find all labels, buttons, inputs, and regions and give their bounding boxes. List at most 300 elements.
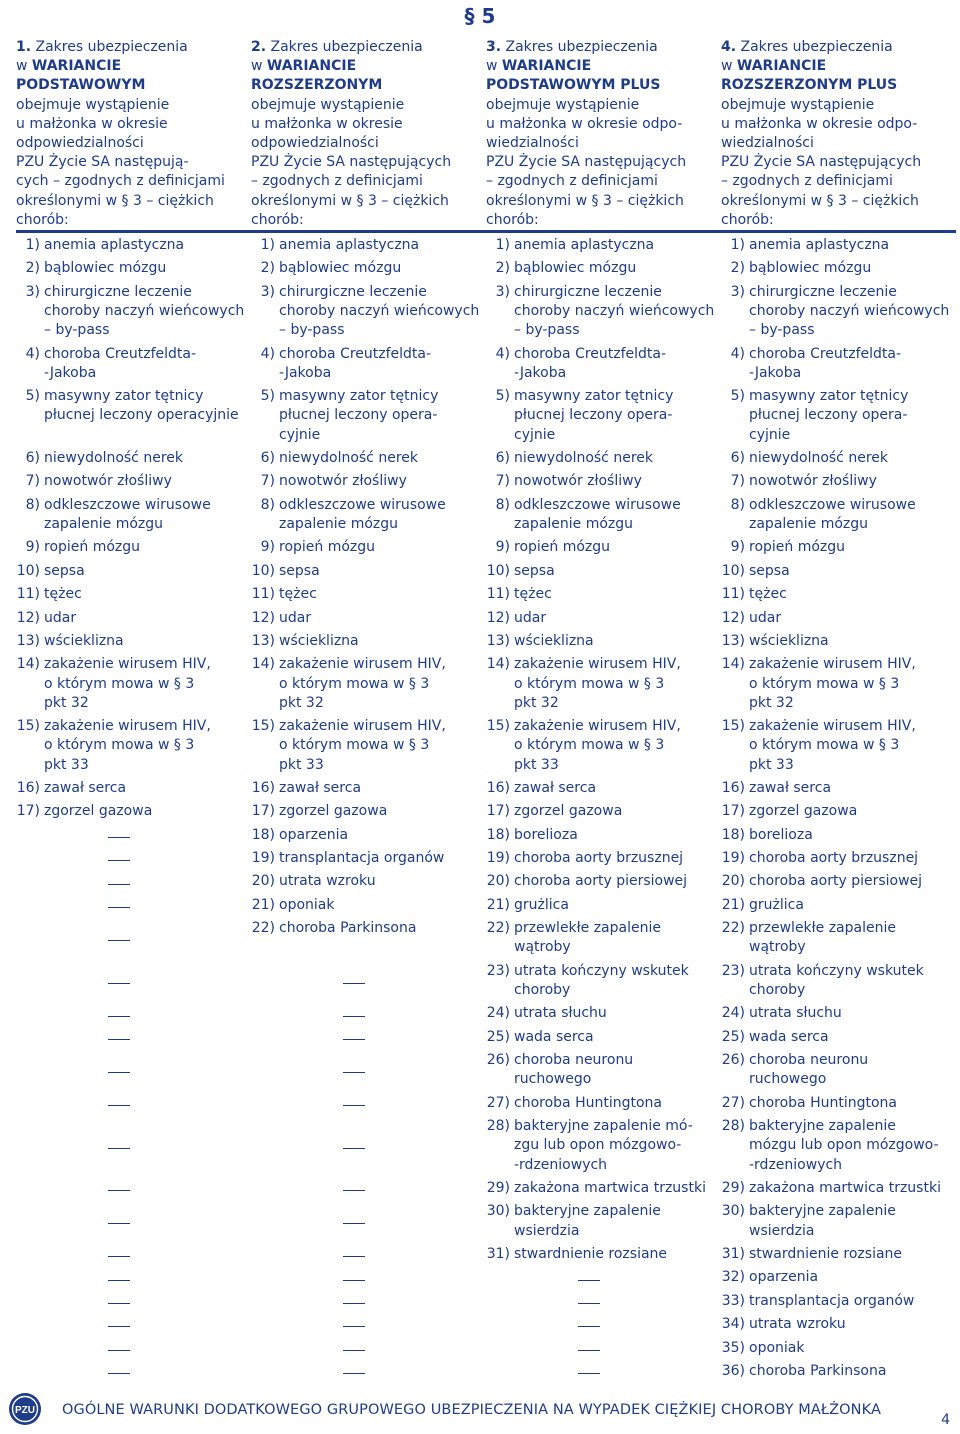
not-covered-dash xyxy=(16,1362,251,1385)
item-number: 19) xyxy=(251,850,275,867)
disease-item xyxy=(721,1117,956,1179)
header-line: Zakres ubezpieczenia xyxy=(35,39,188,55)
item-number: 8) xyxy=(495,496,510,513)
disease-item xyxy=(486,283,721,345)
header-line: obejmuje wystąpienie xyxy=(486,96,640,113)
item-text-line: choroba neuronu xyxy=(749,1052,869,1069)
item-number: 20) xyxy=(486,873,510,890)
item-text xyxy=(749,1315,956,1338)
header-line: chorób: xyxy=(16,211,69,228)
item-text xyxy=(749,1245,956,1268)
not-covered-dash xyxy=(16,872,251,895)
item-text-line: -Jakoba xyxy=(749,364,802,381)
not-covered-dash xyxy=(251,1179,486,1202)
item-text-line: stwardnienie rozsiane xyxy=(749,1245,903,1262)
item-number: 2) xyxy=(260,260,275,277)
disease-item xyxy=(486,717,721,779)
header-line: chorób: xyxy=(721,211,774,228)
disease-item xyxy=(721,826,956,849)
item-number: 20) xyxy=(721,873,745,890)
variant-header xyxy=(251,38,486,233)
item-text-line: zapalenie mózgu xyxy=(749,515,869,532)
item-text-line: choroby naczyń wieńcowych xyxy=(279,302,480,319)
item-text-line: nowotwór złośliwy xyxy=(279,473,407,490)
variant-name: ROZSZERZONYM xyxy=(251,77,383,94)
item-number: 23) xyxy=(486,962,510,979)
item-number: 4) xyxy=(260,345,275,362)
item-number: 29) xyxy=(486,1179,510,1196)
not-covered-dash xyxy=(16,849,251,872)
item-number: 4) xyxy=(730,345,745,362)
disease-item xyxy=(16,779,251,802)
item-number: 33) xyxy=(721,1292,745,1309)
item-text-line: zawał serca xyxy=(514,779,597,796)
disease-item xyxy=(486,562,721,585)
item-text-line: utrata kończyny wskutek xyxy=(514,962,689,979)
disease-item xyxy=(16,345,251,388)
item-text xyxy=(44,387,251,449)
item-text xyxy=(514,717,721,779)
item-text-line: o którym mowa w § 3 xyxy=(749,737,900,754)
header-line: obejmuje wystąpienie xyxy=(251,96,405,113)
item-text xyxy=(749,1051,956,1094)
header-line: – zgodnych z definicjami xyxy=(251,173,423,190)
item-number: 35) xyxy=(721,1339,745,1356)
item-text-line: zakażenie wirusem HIV, xyxy=(514,656,681,673)
item-text-line: zgorzel gazowa xyxy=(44,803,153,820)
item-text-line: bakteryjne zapalenie xyxy=(749,1203,896,1220)
item-text xyxy=(279,849,486,872)
item-number: 24) xyxy=(721,1005,745,1022)
item-number: 16) xyxy=(721,779,745,796)
header-line: chorób: xyxy=(486,211,539,228)
item-text xyxy=(514,236,721,259)
variant-name: PODSTAWOWYM xyxy=(16,77,146,94)
item-text-line: – by-pass xyxy=(749,322,815,339)
item-text-line: wsierdzia xyxy=(749,1222,815,1239)
item-text-line: ropień mózgu xyxy=(279,539,376,556)
item-text xyxy=(749,802,956,825)
variant-header xyxy=(721,38,956,233)
item-number: 20) xyxy=(251,873,275,890)
item-text-line: utrata kończyny wskutek xyxy=(749,962,924,979)
item-text xyxy=(514,562,721,585)
item-text xyxy=(514,345,721,388)
item-text xyxy=(279,632,486,655)
item-text-line: choroba Parkinsona xyxy=(279,920,417,937)
variant-column-1 xyxy=(16,38,251,1385)
item-text-line: udar xyxy=(279,609,312,626)
item-text-line: bakteryjne zapalenie xyxy=(749,1118,896,1135)
item-text-line: utrata wzroku xyxy=(749,1316,846,1333)
disease-item xyxy=(721,585,956,608)
item-number: 8) xyxy=(260,496,275,513)
item-text-line: cyjnie xyxy=(279,426,321,443)
item-text xyxy=(279,562,486,585)
item-number: 29) xyxy=(721,1179,745,1196)
header-line: PZU Życie SA następujących xyxy=(251,154,452,171)
not-covered-dash xyxy=(16,1094,251,1117)
item-text xyxy=(514,496,721,539)
item-text-line: o którym mowa w § 3 xyxy=(514,737,665,754)
item-text xyxy=(279,655,486,717)
item-number: 10) xyxy=(16,562,40,579)
item-text-line: pkt 32 xyxy=(514,694,559,711)
item-text-line: choroba Huntingtona xyxy=(749,1094,897,1111)
item-text-line: pkt 33 xyxy=(279,756,324,773)
item-number: 13) xyxy=(721,632,745,649)
item-number: 16) xyxy=(251,779,275,796)
header-line: – zgodnych z definicjami xyxy=(721,173,893,190)
disease-item xyxy=(486,449,721,472)
item-text-line: odkleszczowe wirusowe xyxy=(44,496,211,513)
header-line: – zgodnych z definicjami xyxy=(486,173,658,190)
header-line: odpowiedzialności xyxy=(251,135,379,152)
item-number: 13) xyxy=(251,632,275,649)
header-line: cych – zgodnych z definicjami xyxy=(16,173,225,190)
item-text xyxy=(749,1202,956,1245)
header-line: u małżonka w okresie xyxy=(16,115,168,132)
not-covered-dash xyxy=(251,1117,486,1179)
item-text xyxy=(514,1051,721,1094)
disease-item xyxy=(721,609,956,632)
not-covered-dash xyxy=(16,1004,251,1027)
item-text xyxy=(279,236,486,259)
item-text-line: zakażenie wirusem HIV, xyxy=(279,656,446,673)
disease-item xyxy=(486,345,721,388)
disease-item xyxy=(251,872,486,895)
item-number: 5) xyxy=(25,388,40,405)
variant-column-2 xyxy=(251,38,486,1385)
header-line: w xyxy=(721,58,737,75)
item-text xyxy=(514,849,721,872)
item-number: 10) xyxy=(486,562,510,579)
item-text xyxy=(279,538,486,561)
item-number: 11) xyxy=(486,586,510,603)
item-text-line: tężec xyxy=(279,586,317,603)
item-text xyxy=(279,449,486,472)
item-text-line: bąblowiec mózgu xyxy=(279,260,402,277)
item-number: 31) xyxy=(721,1245,745,1262)
item-number: 21) xyxy=(251,896,275,913)
item-text xyxy=(44,345,251,388)
disease-item xyxy=(486,872,721,895)
disease-item xyxy=(251,387,486,449)
disease-item xyxy=(16,472,251,495)
item-number: 17) xyxy=(16,803,40,820)
item-text xyxy=(44,609,251,632)
disease-item xyxy=(251,562,486,585)
item-text-line: choroba Creutzfeldta- xyxy=(749,345,902,362)
item-number: 5) xyxy=(495,388,510,405)
item-text-line: o którym mowa w § 3 xyxy=(44,737,195,754)
disease-item xyxy=(251,896,486,919)
item-text-line: transplantacja organów xyxy=(749,1292,915,1309)
item-number: 17) xyxy=(721,803,745,820)
disease-item xyxy=(721,1094,956,1117)
item-text-line: pkt 32 xyxy=(44,694,89,711)
variant-number: 3. xyxy=(486,39,502,55)
item-number: 6) xyxy=(495,449,510,466)
item-text-line: odkleszczowe wirusowe xyxy=(514,496,681,513)
disease-item xyxy=(486,1179,721,1202)
header-line: określonymi w § 3 – ciężkich xyxy=(251,192,449,209)
item-number: 1) xyxy=(260,237,275,253)
item-text-line: płucnej leczony opera- xyxy=(749,407,908,424)
item-text-line: ropień mózgu xyxy=(514,539,611,556)
coverage-table xyxy=(16,38,956,1385)
header-line: określonymi w § 3 – ciężkich xyxy=(486,192,684,209)
disease-item xyxy=(486,1094,721,1117)
item-number: 15) xyxy=(16,718,40,735)
item-number: 25) xyxy=(721,1028,745,1045)
item-text xyxy=(514,872,721,895)
item-text xyxy=(279,387,486,449)
item-text-line: stwardnienie rozsiane xyxy=(514,1245,668,1262)
item-number: 14) xyxy=(486,656,510,673)
disease-item xyxy=(721,1362,956,1385)
disease-item xyxy=(16,585,251,608)
item-number: 2) xyxy=(25,260,40,277)
item-text-line: choroba aorty piersiowej xyxy=(514,873,688,890)
not-covered-dash xyxy=(251,1004,486,1027)
disease-item xyxy=(721,632,956,655)
disease-item xyxy=(251,919,486,962)
item-text xyxy=(749,1028,956,1051)
disease-item xyxy=(251,849,486,872)
item-number: 4) xyxy=(25,345,40,362)
disease-item xyxy=(16,283,251,345)
item-number: 9) xyxy=(730,539,745,556)
item-text xyxy=(279,472,486,495)
not-covered-dash xyxy=(486,1292,721,1315)
item-number: 11) xyxy=(721,586,745,603)
item-text-line: cyjnie xyxy=(749,426,791,443)
disease-item xyxy=(721,1245,956,1268)
item-text-line: bakteryjne zapalenie xyxy=(514,1203,661,1220)
variant-header xyxy=(16,38,251,233)
item-text xyxy=(749,872,956,895)
item-number: 15) xyxy=(251,718,275,735)
item-text-line: udar xyxy=(749,609,782,626)
disease-item xyxy=(486,849,721,872)
item-text-line: przewlekłe zapalenie xyxy=(749,920,896,937)
item-text-line: pkt 33 xyxy=(514,756,559,773)
item-number: 16) xyxy=(486,779,510,796)
item-text-line: zawał serca xyxy=(44,779,127,796)
item-text xyxy=(749,1179,956,1202)
disease-item xyxy=(486,538,721,561)
item-text-line: -Jakoba xyxy=(514,364,567,381)
disease-item xyxy=(721,779,956,802)
item-text-line: oponiak xyxy=(279,896,335,913)
disease-item xyxy=(721,1051,956,1094)
variant-number: 2. xyxy=(251,39,267,55)
disease-item xyxy=(251,449,486,472)
disease-item xyxy=(721,1028,956,1051)
item-text-line: -rdzeniowych xyxy=(749,1156,843,1173)
disease-item xyxy=(486,1202,721,1245)
item-text-line: odkleszczowe wirusowe xyxy=(749,496,916,513)
disease-item xyxy=(721,259,956,282)
disease-item xyxy=(16,655,251,717)
item-number: 18) xyxy=(486,826,510,843)
header-line: PZU Życie SA następujących xyxy=(721,154,922,171)
item-text-line: o którym mowa w § 3 xyxy=(44,675,195,692)
not-covered-dash xyxy=(16,919,251,962)
item-text-line: o którym mowa w § 3 xyxy=(514,675,665,692)
item-number: 34) xyxy=(721,1316,745,1333)
disease-item xyxy=(721,802,956,825)
disease-item xyxy=(16,449,251,472)
item-text-line: utrata słuchu xyxy=(749,1005,842,1022)
item-text xyxy=(749,538,956,561)
item-text xyxy=(514,1202,721,1245)
item-text xyxy=(514,1117,721,1179)
item-number: 5) xyxy=(260,388,275,405)
item-number: 23) xyxy=(721,962,745,979)
item-number: 9) xyxy=(25,539,40,556)
header-line: chorób: xyxy=(251,211,304,228)
item-text-line: – by-pass xyxy=(279,322,345,339)
item-number: 1) xyxy=(25,237,40,253)
item-text xyxy=(44,632,251,655)
item-text-line: zakażenie wirusem HIV, xyxy=(279,718,446,735)
header-line: PZU Życie SA następujących xyxy=(486,154,687,171)
item-text-line: płucnej leczony opera- xyxy=(279,407,438,424)
not-covered-dash xyxy=(16,896,251,919)
item-text-line: ruchowego xyxy=(514,1071,592,1088)
item-text-line: wątroby xyxy=(749,939,806,956)
item-number: 7) xyxy=(260,473,275,490)
item-text-line: masywny zator tętnicy xyxy=(279,388,439,405)
disease-item xyxy=(721,283,956,345)
header-line: wiedzialności xyxy=(721,135,814,152)
disease-item xyxy=(721,655,956,717)
item-text-line: zakażenie wirusem HIV, xyxy=(749,656,916,673)
disease-item xyxy=(486,1117,721,1179)
disease-item xyxy=(721,962,956,1005)
disease-item xyxy=(721,345,956,388)
header-line: obejmuje wystąpienie xyxy=(16,96,170,113)
item-number: 10) xyxy=(251,562,275,579)
item-text xyxy=(749,387,956,449)
not-covered-dash xyxy=(486,1315,721,1338)
item-text xyxy=(514,919,721,962)
header-line: w xyxy=(16,58,32,75)
disease-item xyxy=(16,387,251,449)
disease-item xyxy=(16,538,251,561)
disease-item xyxy=(251,585,486,608)
item-number: 13) xyxy=(486,632,510,649)
item-text-line: masywny zator tętnicy xyxy=(44,388,204,405)
item-text-line: zakażenie wirusem HIV, xyxy=(514,718,681,735)
disease-item xyxy=(486,632,721,655)
item-number: 22) xyxy=(721,920,745,937)
item-text-line: choroby xyxy=(749,982,806,999)
not-covered-dash xyxy=(251,1315,486,1338)
disease-item xyxy=(16,236,251,259)
item-text-line: zgorzel gazowa xyxy=(749,803,858,820)
disease-item xyxy=(486,826,721,849)
item-number: 11) xyxy=(251,586,275,603)
item-text-line: anemia aplastyczna xyxy=(44,237,185,253)
item-text xyxy=(514,1004,721,1027)
item-number: 1) xyxy=(730,237,745,253)
disease-item xyxy=(721,1179,956,1202)
item-number: 17) xyxy=(251,803,275,820)
item-text-line: sepsa xyxy=(749,562,790,579)
disease-item xyxy=(251,259,486,282)
item-number: 27) xyxy=(721,1094,745,1111)
item-text-line: oparzenia xyxy=(749,1269,819,1286)
item-number: 22) xyxy=(486,920,510,937)
item-number: 14) xyxy=(251,656,275,673)
not-covered-dash xyxy=(16,1117,251,1179)
item-text xyxy=(514,387,721,449)
item-text-line: pkt 33 xyxy=(749,756,794,773)
item-text-line: ropień mózgu xyxy=(44,539,141,556)
item-text-line: bąblowiec mózgu xyxy=(749,260,872,277)
not-covered-dash xyxy=(251,962,486,1005)
item-number: 10) xyxy=(721,562,745,579)
item-number: 9) xyxy=(260,539,275,556)
disease-item xyxy=(16,609,251,632)
item-number: 15) xyxy=(486,718,510,735)
item-text xyxy=(514,826,721,849)
item-text xyxy=(749,1117,956,1179)
item-text xyxy=(44,802,251,825)
disease-item xyxy=(486,779,721,802)
disease-item xyxy=(721,1315,956,1338)
disease-item xyxy=(486,1245,721,1268)
item-text xyxy=(44,562,251,585)
disease-item xyxy=(486,609,721,632)
disease-item xyxy=(721,538,956,561)
item-text-line: wścieklizna xyxy=(514,632,594,649)
item-text-line: zakażenie wirusem HIV, xyxy=(44,656,211,673)
item-number: 18) xyxy=(721,826,745,843)
item-text-line: sepsa xyxy=(514,562,555,579)
item-number: 30) xyxy=(486,1203,510,1220)
item-text-line: borelioza xyxy=(514,826,578,843)
item-text-line: chirurgiczne leczenie xyxy=(749,283,897,300)
item-number: 30) xyxy=(721,1203,745,1220)
item-text-line: zgu lub opon mózgowo- xyxy=(514,1137,682,1154)
item-text xyxy=(44,283,251,345)
disease-item xyxy=(251,283,486,345)
disease-item xyxy=(486,802,721,825)
item-number: 7) xyxy=(730,473,745,490)
item-text xyxy=(749,585,956,608)
disease-list xyxy=(251,236,486,1385)
disease-item xyxy=(721,1339,956,1362)
not-covered-dash xyxy=(16,1315,251,1338)
item-number: 36) xyxy=(721,1362,745,1379)
item-text xyxy=(749,632,956,655)
item-text-line: borelioza xyxy=(749,826,813,843)
item-number: 12) xyxy=(721,609,745,626)
item-text-line: cyjnie xyxy=(514,426,556,443)
item-number: 1) xyxy=(495,237,510,253)
item-text xyxy=(749,472,956,495)
item-number: 3) xyxy=(260,283,275,300)
item-text xyxy=(749,1094,956,1117)
disease-item xyxy=(251,779,486,802)
variant-name: PODSTAWOWYM PLUS xyxy=(486,77,661,94)
item-text-line: pkt 32 xyxy=(749,694,794,711)
item-text-line: oparzenia xyxy=(279,826,349,843)
